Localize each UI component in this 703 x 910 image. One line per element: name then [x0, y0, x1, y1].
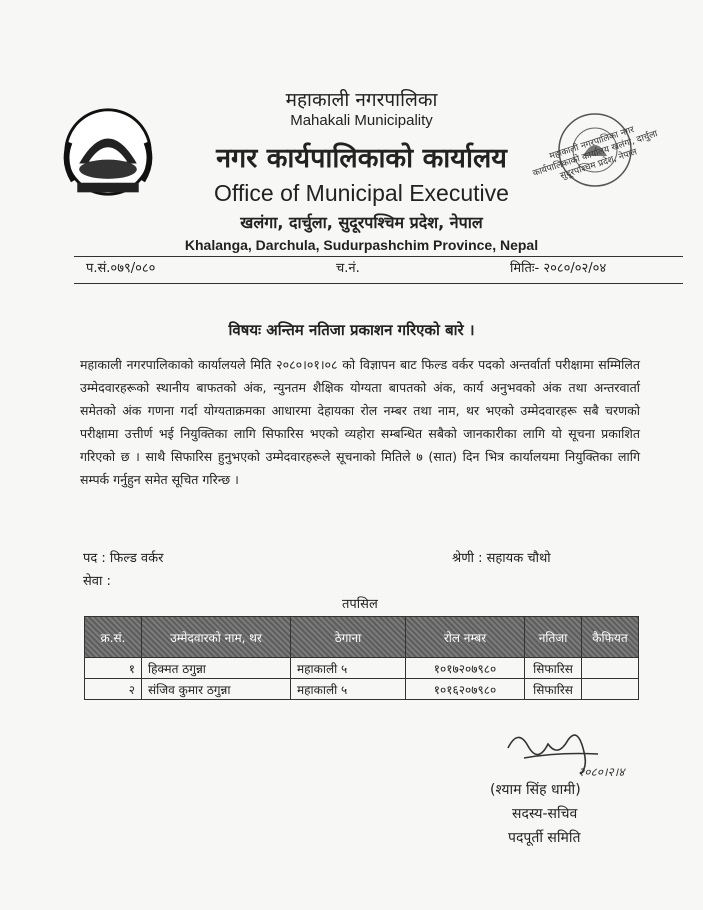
table-row — [85, 658, 639, 679]
cell-serial: १ — [85, 658, 142, 679]
col-serial: क्र.सं. — [85, 617, 142, 658]
notice-body: महाकाली नगरपालिकाको कार्यालयले मिति २०८०।०१।०८ को विज्ञापन बाट फिल्ड वर्कर पदको अन्तर्वार्ता परीक्षामा सम्मिलित उम्मेदवारहरूको स्थानीय बाफतको अंक, न्युनतम शैक्षिक योग्यता बापतको अंक, कार्य अनुभवको अंक तथा अन्तरवार्ता समेतको अंक गणना गर्दा योग्यताक्रमका आधारमा देहायका रोल नम्बर तथा नाम, थर भएको उम्मेदवारहरू सबै चरणको परीक्षामा उत्तीर्ण भई नियुक्तिका लागि सिफारिस भएको व्यहोरा सम्बन्धित सबैको जानकारीका लागि यो सूचना प्रकाशित गरिएको छ । साथै सिफारिस हुनुभएको उम्मेदवारहरूले सूचनाको मितिले ७ (सात) दिन भित्र कार्यालयमा नियुक्तिका लागि सम्पर्क गर्नुहुन समेत सूचित गरिन्छ । — [80, 357, 640, 487]
cell-serial: २ — [85, 679, 142, 700]
address-np: खलंगा, दार्चुला, सुदूरपश्चिम प्रदेश, नेपाल — [240, 213, 483, 232]
dispatch-number: च.नं. — [336, 261, 360, 276]
signer-role: सदस्य-सचिव — [512, 806, 578, 822]
col-remarks: कैफियत — [582, 617, 639, 658]
cell-address: महाकाली ५ — [291, 658, 406, 679]
post-label: पद : फिल्ड वर्कर — [83, 551, 164, 566]
cell-candidate-name: हिक्मत ठगुन्ना — [142, 658, 291, 679]
table-row — [85, 679, 639, 700]
header-rule-top — [74, 256, 683, 257]
level-label: श्रेणी : सहायक चौथो — [452, 551, 551, 566]
office-seal-text: महाकाली नगरपालिका नगर कार्यपालिकाको कार्यालय खलंगा, दार्चुला सुदूरपश्चिम प्रदेश, नेपाल — [531, 125, 659, 182]
cell-candidate-name: संजिव कुमार ठगुन्ना — [142, 679, 291, 700]
municipality-name-np: महाकाली नगरपालिका — [285, 89, 438, 111]
service-label: सेवा : — [83, 574, 111, 589]
cell-remarks — [582, 679, 639, 700]
subject-line: विषयः अन्तिम नतिजा प्रकाशन गरिएको बारे । — [228, 321, 475, 339]
signer-committee: पदपूर्ती समिति — [508, 830, 581, 846]
office-name-en: Office of Municipal Executive — [214, 180, 509, 206]
cell-address: महाकाली ५ — [291, 679, 406, 700]
signature-mark-icon — [488, 718, 638, 788]
col-result: नतिजा — [525, 617, 582, 658]
address-en: Khalanga, Darchula, Sudurpashchim Province, Nepal — [184, 237, 539, 253]
col-candidate-name: उम्मेदवारको नाम, थर — [142, 617, 291, 658]
signature-date: २०८०।२।४ — [578, 765, 625, 779]
cell-result: सिफारिस — [525, 679, 582, 700]
cell-result: सिफारिस — [525, 658, 582, 679]
reference-number: प.सं.०७९/०८० — [86, 261, 156, 276]
col-roll-number: रोल नम्बर — [406, 617, 525, 658]
cell-roll-number: १०१६२०७९८० — [406, 679, 525, 700]
municipality-name-en: Mahakali Municipality — [290, 112, 433, 129]
signer-name: (श्याम सिंह धामी) — [490, 782, 581, 798]
office-name-np: नगर कार्यपालिकाको कार्यालय — [216, 143, 507, 174]
issue-date: मितिः- २०८०/०२/०४ — [510, 261, 607, 276]
cell-roll-number: १०१७२०७९८० — [406, 658, 525, 679]
table-header-row — [85, 617, 639, 658]
header-rule-bottom — [74, 283, 683, 284]
table-caption: तपसिल — [342, 597, 378, 612]
col-address: ठेगाना — [291, 617, 406, 658]
cell-remarks — [582, 658, 639, 679]
results-table — [84, 616, 639, 700]
